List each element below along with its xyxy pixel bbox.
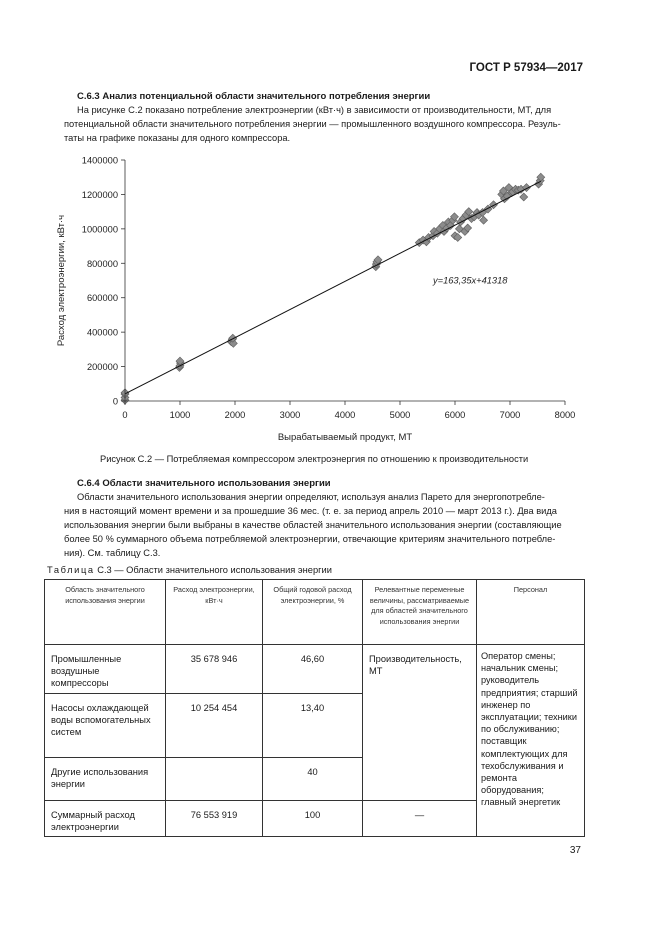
para-line: Области значительного использования энергии определяют, используя анализ Парето для энергопотребле- — [77, 492, 545, 502]
x-tick-label: 2000 — [224, 410, 246, 420]
table-row — [45, 645, 585, 694]
header-consumption: Расход электроэнергии, кВт·ч — [166, 580, 263, 645]
cell-percent: 40 — [263, 757, 363, 800]
para-line: более 50 % суммарного объема потребляемой электроэнергии, отвечающие критериям значительного потребле- — [64, 534, 556, 544]
para-line: использования энергии были выбраны в качестве областей значительного использования энергии (составляющие — [64, 520, 562, 530]
cell-area: Другие использования энергии — [45, 757, 166, 800]
x-tick-label: 1000 — [169, 410, 191, 420]
x-tick-label: 7000 — [499, 410, 521, 420]
data-point — [480, 216, 488, 224]
y-tick-label: 1000000 — [81, 224, 118, 235]
y-tick-label: 1200000 — [81, 189, 118, 200]
para-line: таты на графике показаны для одного компрессора. — [64, 133, 291, 143]
y-tick-label: 800000 — [86, 258, 118, 269]
cell-consumption: 10 254 454 — [166, 693, 263, 757]
x-tick-label: 5000 — [389, 410, 411, 420]
para-line: потенциальной области значительного потребления энергии — промышленного воздушного компрессора. Резуль- — [64, 119, 561, 129]
para-line: ния). См. таблицу С.3. — [64, 548, 161, 558]
significant-energy-use-table — [44, 579, 585, 837]
x-tick-label: 6000 — [444, 410, 466, 420]
page-number: 37 — [569, 845, 581, 856]
trend-line — [125, 181, 541, 394]
table-header-row — [45, 580, 585, 645]
cell-area: Насосы охлаждающей воды вспомогательных систем — [45, 693, 166, 757]
cell-percent: 100 — [263, 800, 363, 836]
data-point — [520, 193, 528, 201]
section-c63-title: С.6.3 Анализ потенциальной области значительного потребления энергии — [77, 91, 431, 102]
x-axis-label: Вырабатываемый продукт, МТ — [277, 432, 413, 443]
y-tick-label: 0 — [112, 396, 118, 407]
cell-variables-total: — — [363, 800, 477, 836]
x-tick-label: 4000 — [334, 410, 356, 420]
header-variables: Релевантные переменные величины, рассматриваемые для областей значительного использования энергии — [363, 580, 477, 645]
figure-caption: Рисунок С.2 — Потребляемая компрессором электроэнергия по отношению к производительности — [100, 454, 529, 464]
section-c64-title: С.6.4 Области значительного использования энергии — [77, 478, 331, 489]
para-line: ния в настоящий момент времени и за прошедшие 36 мес. (т. е. за период апрель 2010 — март 2013 г.). Два вида — [64, 506, 557, 516]
header-area: Область значительного использования энергии — [45, 580, 166, 645]
scatter-chart — [40, 150, 600, 450]
y-tick-label: 600000 — [86, 293, 118, 304]
section-c64-paragraph — [64, 490, 583, 560]
y-tick-label: 200000 — [86, 362, 118, 373]
table-caption: Таблица С.3 — Области значительного использования энергии — [47, 565, 332, 575]
trendline-equation: y=163,35x+41318 — [433, 275, 508, 286]
y-tick-label: 400000 — [86, 327, 118, 338]
cell-personnel: Оператор смены; начальник смены; руководитель предприятия; старший инженер по эксплуатации; техники по обслуживанию; поставщик комплектующих для техобслуживания и ремонта оборудования; главный энергетик — [477, 645, 585, 837]
header-percent: Общий годовой расход электроэнергии, % — [263, 580, 363, 645]
cell-percent: 46,60 — [263, 645, 363, 694]
cell-area: Суммарный расход электроэнергии — [45, 800, 166, 836]
x-tick-label: 3000 — [279, 410, 301, 420]
x-tick-label: 8000 — [554, 410, 576, 420]
cell-consumption: 35 678 946 — [166, 645, 263, 694]
cell-consumption: 76 553 919 — [166, 800, 263, 836]
para-line: На рисунке С.2 показано потребление электроэнергии (кВт·ч) в зависимости от производительности, МТ, для — [77, 105, 552, 115]
cell-percent: 13,40 — [263, 693, 363, 757]
y-axis-label: Расход электроэнергии, кВт·ч — [56, 214, 67, 347]
y-tick-label: 1400000 — [81, 155, 118, 166]
cell-variables: Производительность, МТ — [363, 645, 477, 801]
section-c63-paragraph — [64, 103, 583, 145]
cell-consumption — [166, 757, 263, 800]
x-tick-label: 0 — [122, 410, 128, 420]
header-personnel: Персонал — [477, 580, 585, 645]
cell-area: Промышленные воздушные компрессоры — [45, 645, 166, 694]
standard-number: ГОСТ Р 57934—2017 — [469, 62, 583, 74]
